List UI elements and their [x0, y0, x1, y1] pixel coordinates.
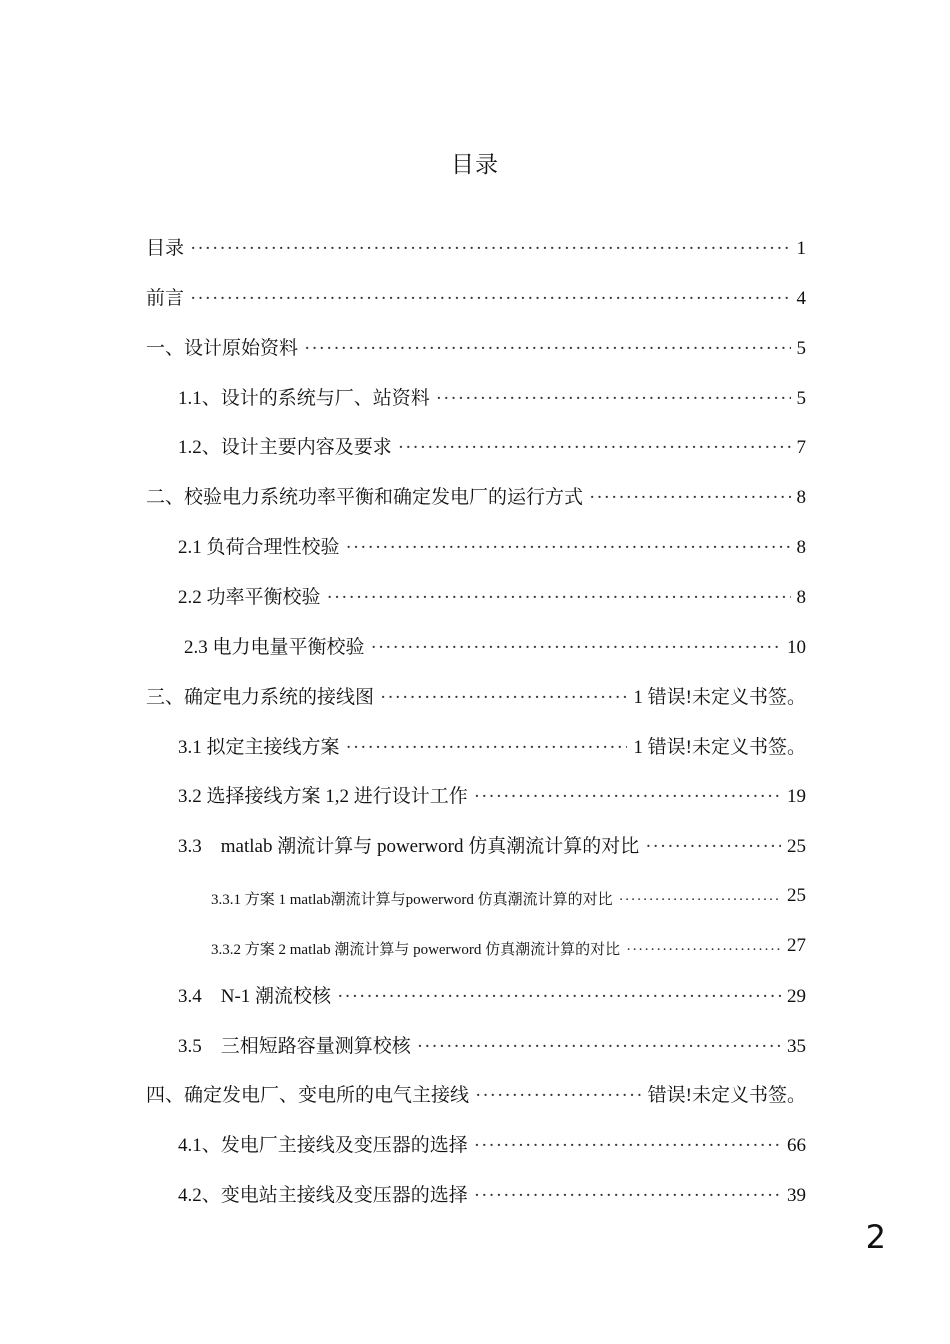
- toc-entry-label: 3.4 N-1 潮流校核: [178, 986, 332, 1007]
- toc-entry[interactable]: [178, 585, 806, 611]
- toc-entry-page: 8: [796, 537, 806, 558]
- toc-leader-dots: [371, 635, 781, 661]
- toc-entry[interactable]: [178, 784, 806, 810]
- toc-entry-label: 3.3.1 方案 1 matlab潮流计算与powerword 仿真潮流计算的对比: [211, 892, 613, 908]
- toc-entry[interactable]: [178, 984, 806, 1010]
- toc-leader-dots: [380, 685, 627, 711]
- toc-entry[interactable]: [184, 635, 806, 661]
- toc-leader-dots: [346, 535, 791, 561]
- toc-entry-page: 4: [796, 288, 806, 309]
- toc-leader-dots: [190, 236, 790, 262]
- page-number: 2: [865, 1218, 886, 1256]
- toc-entry[interactable]: [178, 435, 806, 461]
- toc-leader-dots: [327, 585, 791, 611]
- toc-entry[interactable]: [178, 834, 806, 860]
- toc-entry-page: 27: [787, 935, 806, 956]
- toc-entry[interactable]: [178, 1183, 806, 1209]
- toc-entry[interactable]: [178, 535, 806, 561]
- toc-leader-dots: [398, 435, 791, 461]
- toc-entry-label: 三、确定电力系统的接线图: [146, 687, 375, 708]
- toc-entry-page: 10: [787, 637, 806, 658]
- toc-entry-label: 3.1 拟定主接线方案: [178, 737, 340, 758]
- toc-entry-label: 3.3 matlab 潮流计算与 powerword 仿真潮流计算的对比: [178, 836, 640, 857]
- toc-leader-dots: [619, 887, 781, 913]
- toc-entry-page: 39: [787, 1185, 806, 1206]
- toc-entry[interactable]: [146, 685, 806, 711]
- toc-entry-label: 4.2、变电站主接线及变压器的选择: [178, 1185, 468, 1206]
- toc-entry[interactable]: [146, 236, 806, 262]
- toc-leader-dots: [589, 485, 790, 511]
- toc-leader-dots: [337, 984, 781, 1010]
- toc-entry-label: 3.3.2 方案 2 matlab 潮流计算与 powerword 仿真潮流计算的对比: [211, 942, 621, 958]
- toc-leader-dots: [474, 1183, 781, 1209]
- toc-entry-label: 1.1、设计的系统与厂、站资料: [178, 388, 430, 409]
- toc-entry[interactable]: [211, 936, 806, 962]
- toc-entry-page: 1 错误!未定义书签。: [633, 737, 806, 758]
- toc-entry-page: 25: [787, 836, 806, 857]
- toc-leader-dots: [474, 1133, 781, 1159]
- toc-entry-label: 四、确定发电厂、变电所的电气主接线: [146, 1085, 470, 1106]
- toc-entry-page: 8: [796, 487, 806, 508]
- toc-entry-label: 3.5 三相短路容量测算校核: [178, 1036, 411, 1057]
- toc-entry[interactable]: [178, 386, 806, 412]
- toc-entry-page: 66: [787, 1135, 806, 1156]
- toc-leader-dots: [346, 735, 628, 761]
- toc-leader-dots: [475, 1083, 642, 1109]
- toc-leader-dots: [645, 834, 781, 860]
- toc-entry[interactable]: [146, 485, 806, 511]
- toc-entry-label: 2.2 功率平衡校验: [178, 587, 321, 608]
- toc-leader-dots: [474, 784, 781, 810]
- toc-entry[interactable]: [146, 1083, 806, 1109]
- toc-entry-label: 目录: [146, 238, 185, 259]
- toc-entry-page: 错误!未定义书签。: [647, 1085, 806, 1106]
- toc-entry-page: 19: [787, 786, 806, 807]
- toc-leader-dots: [626, 937, 781, 963]
- toc-entry-page: 8: [796, 587, 806, 608]
- toc-entry[interactable]: [178, 1034, 806, 1060]
- toc-entry-label: 2.3 电力电量平衡校验: [184, 637, 365, 658]
- toc-leader-dots: [436, 386, 791, 412]
- toc-leader-dots: [304, 336, 790, 362]
- toc-entry-page: 25: [787, 885, 806, 906]
- toc-leader-dots: [190, 286, 790, 312]
- page-title: 目录: [451, 152, 499, 177]
- toc-entry-label: 前言: [146, 288, 185, 309]
- toc-entry-label: 1.2、设计主要内容及要求: [178, 437, 392, 458]
- toc-entry-label: 一、设计原始资料: [146, 338, 299, 359]
- toc-entry-page: 5: [796, 338, 806, 359]
- toc-entry[interactable]: [146, 286, 806, 312]
- toc-entry-page: 35: [787, 1036, 806, 1057]
- toc-entry-page: 1 错误!未定义书签。: [633, 687, 806, 708]
- toc-entry-label: 二、校验电力系统功率平衡和确定发电厂的运行方式: [146, 487, 584, 508]
- toc-leader-dots: [417, 1034, 781, 1060]
- toc-entry[interactable]: [178, 1133, 806, 1159]
- toc-entry[interactable]: [178, 735, 806, 761]
- toc-entry-page: 29: [787, 986, 806, 1007]
- toc-entry[interactable]: [146, 336, 806, 362]
- toc-entry-label: 2.1 负荷合理性校验: [178, 537, 340, 558]
- toc-entry-page: 7: [796, 437, 806, 458]
- toc-entry-page: 1: [796, 238, 806, 259]
- toc-entry[interactable]: [211, 886, 806, 912]
- toc-entry-label: 3.2 选择接线方案 1,2 进行设计工作: [178, 786, 468, 807]
- toc-entry-page: 5: [796, 388, 806, 409]
- toc-entry-label: 4.1、发电厂主接线及变压器的选择: [178, 1135, 468, 1156]
